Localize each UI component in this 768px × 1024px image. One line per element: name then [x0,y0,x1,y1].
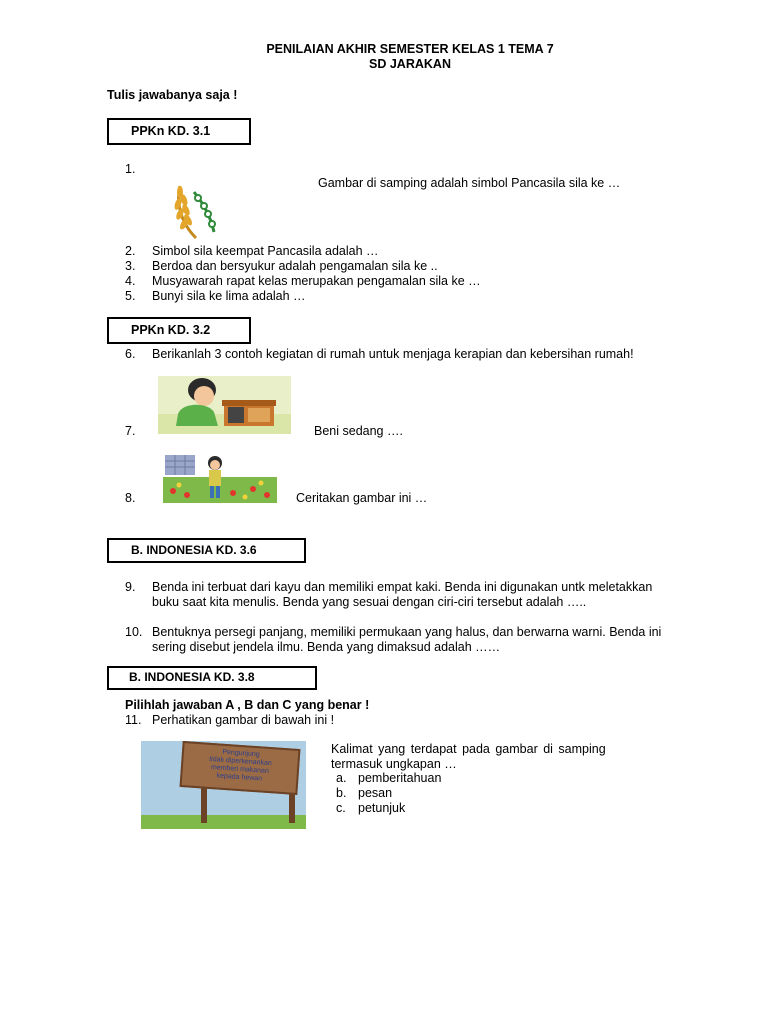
q9-number: 9. [125,580,136,594]
instruction: Tulis jawabanya saja ! [107,88,238,102]
q6-number: 6. [125,347,136,361]
q10-number: 10. [125,625,143,639]
sign-image [141,741,306,829]
q3-text: Berdoa dan bersyukur adalah pengamalan sila ke .. [152,259,438,273]
section-ppkn-3-1: PPKn KD. 3.1 [107,118,251,145]
q1-number: 1. [125,162,136,176]
q5-text: Bunyi sila ke lima adalah … [152,289,306,303]
q7-text: Beni sedang …. [314,424,403,438]
q9-line2: buku saat kita menulis. Benda yang sesuai dengan ciri-ciri tersebut adalah ….. [152,595,587,609]
school-name: SD JARAKAN [369,57,451,71]
choose-instruction: Pilihlah jawaban A , B dan C yang benar ! [125,698,370,712]
q6-text: Berikanlah 3 contoh kegiatan di rumah untuk menjaga kerapian dan kebersihan rumah! [152,347,634,361]
grass [141,815,306,829]
option-b-text: pesan [358,786,393,800]
sign-text-4: kepada hewan [216,772,263,783]
girl-watering-image [163,451,277,503]
section-bindo-3-8: B. INDONESIA KD. 3.8 [107,666,317,690]
q11-number: 11. [125,713,142,727]
q5-number: 5. [125,289,136,303]
sign-text-3: memberi makanan [210,763,270,776]
q10-line2: sering disebut jendela ilmu. Benda yang dimaksud adalah …… [152,640,501,654]
sign-text-2: tidak diperkenankan [208,755,272,768]
q2-number: 2. [125,244,136,258]
q8-text: Ceritakan gambar ini … [296,491,428,505]
padi-kapas-icon [170,182,222,242]
q4-text: Musyawarah rapat kelas merupakan pengamalan sila ke … [152,274,481,288]
page-title: PENILAIAN AKHIR SEMESTER KELAS 1 TEMA 7 [266,42,554,56]
q4-number: 4. [125,274,136,288]
q1-text: Gambar di samping adalah simbol Pancasila sila ke … [318,176,621,190]
sign-post-left [201,783,207,823]
boy-cleaning-image [158,376,291,434]
option-b-letter: b. [336,786,347,800]
option-a-letter: a. [336,771,347,785]
q9-line1: Benda ini terbuat dari kayu dan memiliki empat kaki. Benda ini digunakan untk meletakkan [152,580,653,594]
sign-board [180,741,301,795]
q11-text: Perhatikan gambar di bawah ini ! [152,713,335,727]
section-bindo-3-6: B. INDONESIA KD. 3.6 [107,538,306,563]
option-c-letter: c. [336,801,346,815]
option-a-text: pemberitahuan [358,771,442,785]
sign-text-1: Pengunjung [222,748,260,759]
q10-line1: Bentuknya persegi panjang, memiliki permukaan yang halus, dan berwarna warni. Benda ini [152,625,662,639]
q11-prompt-line2: termasuk ungkapan … [331,757,457,771]
option-c-text: petunjuk [358,801,406,815]
q3-number: 3. [125,259,136,273]
section-ppkn-3-2: PPKn KD. 3.2 [107,317,251,344]
q11-prompt-line1: Kalimat yang terdapat pada gambar di samping [331,742,606,756]
q7-number: 7. [125,424,136,438]
q8-number: 8. [125,491,136,505]
q2-text: Simbol sila keempat Pancasila adalah … [152,244,379,258]
